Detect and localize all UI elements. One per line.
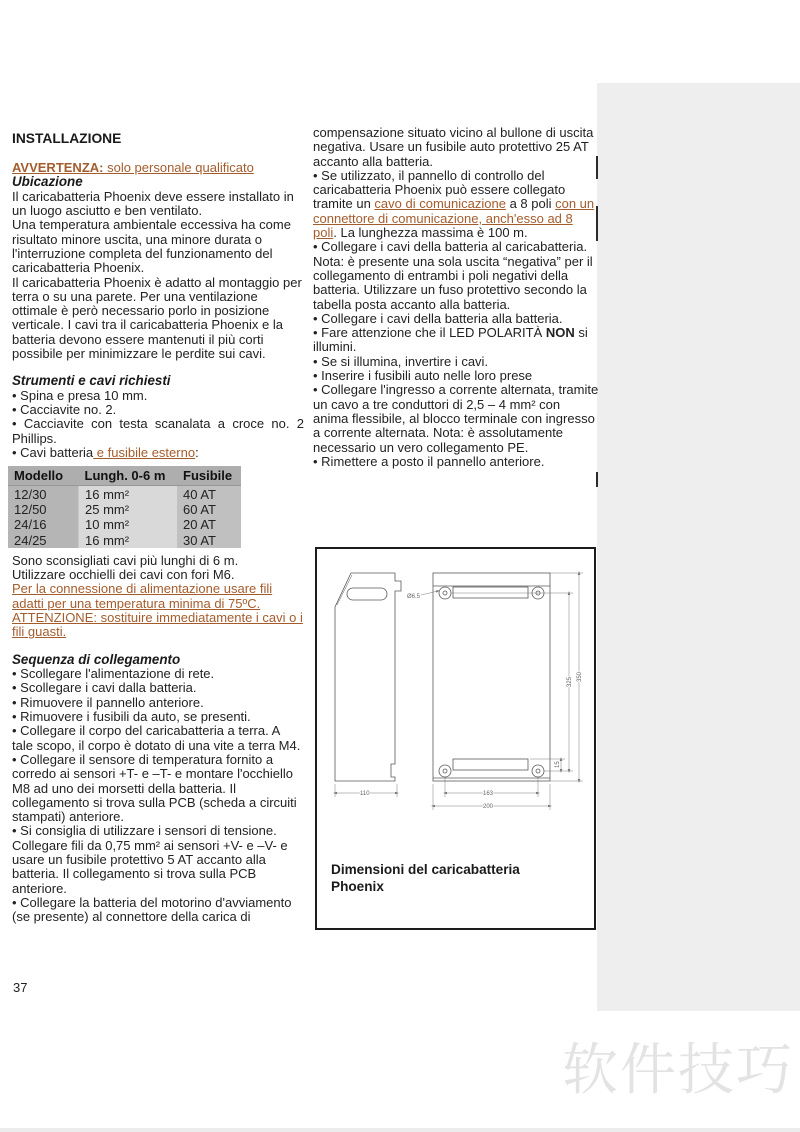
bullet-item: • Spina e presa 10 mm. <box>12 387 148 403</box>
bullet-text: a 8 poli <box>505 196 556 212</box>
bullet-item: • Cacciavite no. 2. <box>12 402 117 418</box>
bullet-item: • Scollegare i cavi dalla batteria. <box>12 680 197 696</box>
column-header: Fusibile <box>177 466 241 486</box>
side-view <box>335 573 401 781</box>
comm-cable-link[interactable]: cavo di comunicazione <box>374 196 506 212</box>
paragraph-ubicazione-1: Il caricabatteria Phoenix deve essere installato in un luogo asciutto e ben ventilato. <box>12 188 294 219</box>
bullet-item: • Collegare i cavi della batteria alla batteria. <box>313 310 563 326</box>
cell-fuse: 60 AT <box>177 502 241 517</box>
column-header: Lungh. 0-6 m <box>79 466 178 486</box>
bullet-item: • Inserire i fusibili auto nelle loro prese <box>313 368 533 384</box>
bullet-text: • Cavi batteria <box>12 445 94 461</box>
bullet-item: • Collegare la batteria del motorino d'avviamento (se presente) al connettore della carica di <box>12 894 292 925</box>
bullet-text: si illumini. <box>313 325 588 355</box>
bullet-text: • Fare attenzione che il LED POLARITÀ <box>313 325 546 341</box>
bullet-item <box>313 169 599 240</box>
warning-note <box>12 161 304 175</box>
dimension-lines <box>335 573 583 810</box>
paragraph-ubicazione-2: Una temperatura ambientale eccessiva ha come risultato minore uscita, una minore durata o l'interruzione completa del funzionamento del caricabatteria Phoenix. <box>12 217 291 276</box>
table-row <box>8 486 241 502</box>
bullet-item: • Rimuovere i fusibili da auto, se presenti. <box>12 709 251 725</box>
cell-length: 16 mm² <box>79 532 178 547</box>
comm-connector-link[interactable]: con un connettore di comunicazione, anch'esso ad 8 poli <box>313 196 595 241</box>
cell-model: 24/16 <box>8 517 79 532</box>
bullet-item: • Scollegare l'alimentazione di rete. <box>12 666 215 682</box>
heading-strumenti: Strumenti e cavi richiesti <box>12 373 171 389</box>
right-column <box>313 126 599 469</box>
page-number: 37 <box>13 980 28 995</box>
dimension-labels <box>360 594 583 810</box>
bullet-item: • Collegare il corpo del caricabatteria a terra. A tale scopo, il corpo è dotato di una vite a terra M4. <box>12 723 301 753</box>
page-title: INSTALLAZIONE <box>12 131 122 146</box>
table-row <box>8 532 241 547</box>
bullet-item: • Si consiglia di utilizzare i sensori di tensione. Collegare fili da 0,75 mm² ai sensori +V- e –V- e usare un fusibile protettivo 5 AT accanto alla batteria. Il collegamento si trova sulla PCB anteriore. <box>12 823 288 896</box>
bullet-item <box>313 326 599 355</box>
dimensions-figure <box>315 547 596 930</box>
dim-label-200: 200 <box>483 804 494 810</box>
emphasis-non: NON <box>545 325 575 341</box>
heading-sequenza: Sequenza di collegamento <box>12 651 181 667</box>
cell-fuse: 30 AT <box>177 532 241 547</box>
fuse-table <box>8 466 241 548</box>
bullet-item: • Se si illumina, invertire i cavi. <box>313 353 489 369</box>
table-row <box>8 502 241 517</box>
technical-drawing <box>321 565 590 833</box>
dim-label-15: 15 <box>555 761 561 768</box>
cell-length: 25 mm² <box>79 502 178 517</box>
dim-label-110: 110 <box>360 791 370 797</box>
bullet-item: • Rimettere a posto il pannello anteriore. <box>313 453 545 469</box>
cell-fuse: 40 AT <box>177 486 241 502</box>
dim-label-163: 163 <box>483 791 494 797</box>
watermark: 软件技巧 <box>562 1038 794 1101</box>
bullet-text: • Se utilizzato, il pannello di controllo del caricabatteria Phoenix può essere collegato tramite un <box>313 167 566 212</box>
note-text: Sono sconsigliati cavi più lunghi di 6 m. <box>12 552 239 568</box>
right-margin-strip <box>597 83 800 1011</box>
front-view <box>433 573 550 781</box>
change-bar <box>596 472 598 487</box>
left-column <box>12 131 304 924</box>
cell-model: 12/30 <box>8 486 79 502</box>
cell-model: 12/50 <box>8 502 79 517</box>
bullet-text: . La lunghezza massima è 100 m. <box>333 225 528 241</box>
bullet-text: : <box>195 445 199 461</box>
bottom-strip <box>0 1128 800 1132</box>
bullet-item <box>12 446 304 460</box>
table-header-row <box>8 466 241 486</box>
paragraph: compensazione situato vicino al bullone di uscita negativa. Usare un fusibile auto protettivo 25 AT accanto alla batteria. <box>313 125 594 169</box>
bullet-item: • Collegare il sensore di temperatura fornito a corredo ai sensori +T- e –T- e montare l'occhiello M8 ad uno dei morsetti della batteria. Il collegamento si trova sulla PCB (scheda a circuiti stampati) anteriore. <box>12 751 297 825</box>
column-header: Modello <box>8 466 79 486</box>
cell-fuse: 20 AT <box>177 517 241 532</box>
attention-link[interactable]: Per la connessione di alimentazione usare fili adatti per una temperatura minima di 75ºC. ATTENZIONE: sostituire immediatamente i cavi o i fili guasti. <box>12 581 303 640</box>
paragraph-ubicazione-3: Il caricabatteria Phoenix è adatto al montaggio per terra o su una parete. Per una ventilazione ottimale è però necessario porlo in posizione verticale. I cavi tra il caricabatteria Phoenix e la batteria devono essere mantenuti il più corti possibile per minimizzare le perdite sui cavi. <box>12 274 302 362</box>
cell-model: 24/25 <box>8 532 79 547</box>
figure-caption: Dimensioni del caricabatteria Phoenix <box>331 862 520 894</box>
cell-length: 10 mm² <box>79 517 178 532</box>
bullet-item: • Cacciavite con testa scanalata a croce no. 2 Phillips. <box>12 416 304 446</box>
table-row <box>8 517 241 532</box>
bullet-item: • Rimuovere il pannello anteriore. <box>12 694 204 710</box>
warning-label: AVVERTENZA: <box>12 160 104 175</box>
dim-label-350: 350 <box>577 671 583 682</box>
cell-length: 16 mm² <box>79 486 178 502</box>
dim-label-325: 325 <box>567 676 573 687</box>
fuse-link[interactable]: e fusibile esterno <box>93 445 196 461</box>
note-text: Utilizzare occhielli dei cavi con fori M6. <box>12 567 235 583</box>
warning-link[interactable]: solo personale qualificato <box>103 160 254 175</box>
heading-ubicazione: Ubicazione <box>12 174 83 190</box>
bullet-item: • Collegare l'ingresso a corrente alternata, tramite un cavo a tre conduttori di 2,5 – 4 mm² con anima flessibile, al blocco terminale con ingresso a corrente alternata. Nota: è assolutamente necessario un vero collegamento PE. <box>313 382 599 455</box>
bullet-item: • Collegare i cavi della batteria al caricabatteria. Nota: è presente una sola uscita “negativa” per il collegamento di entrambi i poli negativi della batteria. Utilizzare un fuso protettivo secondo la tabella posta accanto alla batteria. <box>313 239 593 312</box>
dim-label-hole: Ø6.5 <box>407 594 421 600</box>
